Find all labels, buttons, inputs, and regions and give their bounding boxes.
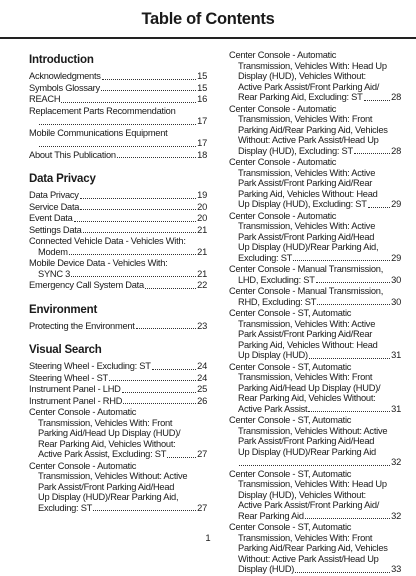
dot-leader <box>309 358 390 359</box>
toc-entry-line <box>229 92 401 103</box>
toc-entry-text: Park Assist/Front Parking Aid/Rear <box>238 178 373 188</box>
toc-entry-page: 24 <box>197 361 207 371</box>
toc-entry-line <box>229 490 401 501</box>
toc-entry-line <box>229 362 401 373</box>
dot-leader <box>80 198 196 199</box>
dot-leader <box>368 207 391 208</box>
toc-entry-page: 22 <box>197 280 207 290</box>
toc-entry-line <box>29 236 207 247</box>
toc-entry[interactable] <box>29 225 207 236</box>
toc-entry-page: 28 <box>391 92 401 102</box>
toc-entry-page: 18 <box>197 149 207 160</box>
toc-entry[interactable] <box>229 362 401 415</box>
toc-entry-line <box>229 500 401 511</box>
toc-entry-text: Replacement Parts Recommendation <box>29 105 176 116</box>
toc-entry-page: 20 <box>197 213 207 223</box>
toc-entry-line <box>29 321 207 332</box>
toc-entry[interactable] <box>29 280 207 291</box>
section-heading-visual-search: Visual Search <box>29 344 102 356</box>
dot-leader <box>69 254 196 255</box>
toc-entry-line <box>29 106 207 117</box>
toc-entry-text: Rear Parking Aid, Vehicles Without: <box>238 393 376 403</box>
toc-entry[interactable] <box>229 415 401 468</box>
toc-entry-text: LHD, Excluding: ST <box>238 274 315 285</box>
dot-leader <box>364 100 391 101</box>
toc-entry-line <box>229 264 401 275</box>
toc-entry-text: Transmission, Vehicles With: Front <box>238 114 373 124</box>
toc-entry-page: 21 <box>197 246 207 257</box>
toc-entry-page: 33 <box>391 564 401 574</box>
toc-entry-text: Transmission, Vehicles With: Active <box>238 221 376 231</box>
toc-entry-text: Excluding: ST <box>38 502 93 513</box>
toc-entry-line <box>29 116 207 127</box>
toc-entry-text: Transmission, Vehicles With: Head Up <box>238 479 387 489</box>
dot-leader <box>61 102 196 103</box>
toc-entry-page: 32 <box>391 510 401 521</box>
toc-entry-text: Active Park Assist, Excluding: ST <box>38 449 167 459</box>
toc-entry[interactable] <box>229 211 401 264</box>
toc-entry-text: Center Console - Automatic <box>229 50 337 60</box>
dot-leader <box>102 79 196 80</box>
dot-leader <box>308 411 390 412</box>
toc-entry-line <box>229 436 401 447</box>
toc-entry[interactable] <box>29 384 207 395</box>
toc-entry-line <box>29 396 207 407</box>
toc-entry-text: Event Data <box>29 213 73 223</box>
dot-leader <box>122 392 197 393</box>
toc-entry-page: 21 <box>197 224 207 235</box>
dot-leader <box>74 221 197 222</box>
dot-leader <box>167 457 196 458</box>
toc-entry[interactable] <box>229 264 401 285</box>
toc-entry-text: Instrument Panel - LHD <box>29 384 121 394</box>
toc-entry[interactable] <box>29 150 207 161</box>
toc-entry-text: Transmission, Vehicles Without: Active <box>38 471 188 481</box>
toc-entry-line <box>29 83 207 94</box>
toc-entry-line <box>229 275 401 286</box>
toc-entry[interactable] <box>29 190 207 201</box>
toc-entry-line <box>229 297 401 308</box>
toc-entry-page: 15 <box>197 71 207 81</box>
toc-entry-text: Center Console - Manual Transmission, <box>229 286 384 296</box>
toc-entry-line <box>229 104 401 115</box>
toc-entry-text: Acknowledgments <box>29 71 101 81</box>
toc-entry-line <box>29 94 207 105</box>
toc-entry-line <box>29 280 207 291</box>
toc-entry[interactable] <box>29 202 207 213</box>
toc-entry-line <box>29 190 207 201</box>
toc-entry-line <box>229 457 401 468</box>
toc-entry-line <box>229 383 401 394</box>
toc-entry-text: Center Console - ST, Automatic <box>229 522 352 532</box>
toc-entry-page: 32 <box>391 457 401 467</box>
toc-entry-text: Up Display (HUD), Excluding: ST <box>238 199 367 209</box>
section-heading-introduction: Introduction <box>29 54 94 66</box>
toc-entry-text: Parking Aid, Vehicles Without: Head <box>238 339 378 350</box>
toc-entry[interactable] <box>229 157 401 210</box>
toc-entry-line <box>229 242 401 253</box>
toc-entry-line <box>29 71 207 82</box>
toc-entry-text: Mobile Communications Equipment <box>29 127 168 138</box>
dot-leader <box>145 288 196 289</box>
toc-entry-line <box>229 168 401 179</box>
toc-entry-text: Center Console - ST, Automatic <box>229 308 352 318</box>
toc-entry-line <box>229 426 401 437</box>
toc-entry-line <box>29 407 207 418</box>
toc-entry-line <box>229 329 401 340</box>
toc-entry-page: 29 <box>391 252 401 263</box>
toc-entry-line <box>229 319 401 330</box>
toc-entry-page: 23 <box>197 320 207 331</box>
toc-entry-line <box>29 247 207 258</box>
toc-entry-page: 15 <box>197 82 207 93</box>
toc-entry[interactable] <box>29 71 207 82</box>
toc-entry-line <box>229 564 401 575</box>
toc-entry-line <box>29 461 207 472</box>
toc-entry-text: Service Data <box>29 201 80 212</box>
title-divider <box>0 37 416 39</box>
toc-entry-page: 27 <box>197 502 207 513</box>
dot-leader <box>239 465 390 466</box>
toc-entry-page: 20 <box>197 201 207 212</box>
toc-entry-text: REACH <box>29 94 61 104</box>
page-title: Table of Contents <box>141 10 275 28</box>
toc-entry-line <box>29 492 207 503</box>
dot-leader <box>317 304 390 305</box>
toc-entry-text: Transmission, Vehicles With: Front <box>238 372 373 382</box>
toc-entry-line <box>229 211 401 222</box>
toc-entry-text: Center Console - Automatic <box>29 407 137 417</box>
toc-entry-line <box>229 404 401 415</box>
dot-leader <box>101 90 196 91</box>
toc-entry-text: Center Console - Automatic <box>229 210 337 221</box>
toc-entry-line <box>229 232 401 243</box>
toc-entry[interactable] <box>229 308 401 361</box>
toc-entry-text: Transmission, Vehicles With: Head Up <box>238 60 387 71</box>
toc-entry-line <box>29 428 207 439</box>
toc-entry-page: 19 <box>197 190 207 200</box>
section-spacer <box>29 332 207 340</box>
toc-entry-page: 27 <box>197 449 207 459</box>
dot-leader <box>123 403 196 404</box>
toc-entry-line <box>229 393 401 404</box>
dot-leader <box>39 146 196 147</box>
toc-entry-page: 25 <box>197 384 207 394</box>
dot-leader <box>93 510 196 511</box>
toc-entry[interactable] <box>229 104 401 157</box>
toc-entry-line <box>29 373 207 384</box>
dot-leader <box>80 209 196 210</box>
toc-entry-line <box>29 449 207 460</box>
dot-leader <box>39 124 196 125</box>
toc-entry-page: 28 <box>391 145 401 156</box>
section-heading-environment: Environment <box>29 303 98 316</box>
toc-entry-page: 16 <box>197 94 207 104</box>
toc-entry-text: Rear Parking Aid, Vehicles Without: <box>38 438 176 449</box>
toc-entry[interactable] <box>29 83 207 94</box>
toc-entry-line <box>29 138 207 149</box>
toc-entry-line <box>229 543 401 554</box>
toc-right-column <box>229 50 401 576</box>
toc-entry-text: Up Display (HUD)/Rear Parking Aid, <box>38 492 179 502</box>
toc-entry-text: Steering Wheel - ST <box>29 372 108 383</box>
toc-entry-line <box>229 372 401 383</box>
toc-entry-text: Transmission, Vehicles Without: Active <box>238 425 388 436</box>
toc-entry-text: Settings Data <box>29 224 82 235</box>
toc-entry-page: 30 <box>391 296 401 307</box>
toc-entry-line <box>229 178 401 189</box>
toc-entry-line <box>229 82 401 93</box>
toc-entry-text: Mobile Device Data - Vehicles With: <box>29 258 168 268</box>
toc-entry-text: Park Assist/Front Parking Aid/Head <box>238 436 375 446</box>
toc-entry-text: Symbols Glossary <box>29 82 100 93</box>
toc-entry-line <box>229 286 401 297</box>
toc-entry[interactable] <box>29 373 207 384</box>
toc-entry[interactable] <box>29 128 207 149</box>
toc-entry-line <box>229 340 401 351</box>
toc-entry-text: Rear Parking Aid, Excluding: ST <box>238 92 363 102</box>
toc-entry-page: 24 <box>197 372 207 383</box>
toc-entry-line <box>229 125 401 136</box>
toc-entry-line <box>29 418 207 429</box>
toc-entry-text: Center Console - ST, Automatic <box>229 415 352 425</box>
dot-leader <box>316 282 391 283</box>
toc-entry-line <box>229 479 401 490</box>
toc-entry-page: 17 <box>197 138 207 148</box>
toc-entry-line <box>29 202 207 213</box>
toc-entry-text: Park Assist/Front Parking Aid/Head <box>238 231 375 242</box>
toc-entry-text: Protecting the Environment <box>29 320 135 331</box>
toc-entry-text: Transmission, Vehicles With: Active <box>238 167 376 178</box>
dot-leader <box>109 380 196 381</box>
toc-entry-line <box>229 199 401 210</box>
toc-entry-text: Up Display (HUD) <box>238 350 308 360</box>
toc-entry-text: Parking Aid, Vehicles Without: Head <box>238 188 378 199</box>
toc-entry-text: About This Publication <box>29 149 116 160</box>
dot-leader <box>152 369 196 370</box>
toc-entry-text: Active Park Assist/Front Parking Aid/ <box>238 500 380 510</box>
dot-leader <box>117 157 196 158</box>
toc-entry-line <box>229 253 401 264</box>
section-spacer <box>29 292 207 300</box>
toc-entry-text: Display (HUD) <box>238 564 295 574</box>
toc-entry[interactable] <box>229 286 401 307</box>
dot-leader <box>136 328 197 329</box>
toc-entry-line <box>229 61 401 72</box>
toc-entry-text: Parking Aid/Head Up Display (HUD)/ <box>238 382 381 393</box>
toc-entry-line <box>229 221 401 232</box>
toc-entry[interactable] <box>29 321 207 332</box>
toc-entry[interactable] <box>29 258 207 279</box>
toc-entry-line <box>229 415 401 426</box>
toc-entry-line <box>29 384 207 395</box>
toc-entry-line <box>29 439 207 450</box>
dot-leader <box>354 153 390 154</box>
toc-entry[interactable] <box>229 50 401 103</box>
section-heading-data-privacy: Data Privacy <box>29 173 96 185</box>
toc-entry-line <box>229 308 401 319</box>
toc-entry-line <box>229 135 401 146</box>
toc-entry-text: Center Console - Automatic <box>29 460 137 471</box>
toc-entry-line <box>229 146 401 157</box>
toc-entry-text: RHD, Excluding: ST <box>238 296 317 307</box>
toc-entry-text: Display (HUD), Vehicles Without: <box>238 489 366 500</box>
toc-entry-page: 17 <box>197 116 207 126</box>
toc-entry[interactable] <box>29 106 207 127</box>
toc-entry-line <box>229 114 401 125</box>
toc-entry-text: Without: Active Park Assist/Head Up <box>238 553 379 564</box>
toc-entry-line <box>29 269 207 280</box>
toc-entry-line <box>229 157 401 168</box>
toc-entry-text: Center Console - ST, Automatic <box>229 468 352 479</box>
toc-entry-page: 21 <box>197 268 207 279</box>
toc-entry-text: Center Console - Automatic <box>229 157 337 167</box>
toc-entry-text: Excluding: ST <box>238 252 293 263</box>
toc-entry-line <box>29 361 207 372</box>
toc-entry-text: Parking Aid/Rear Parking Aid, Vehicles <box>238 543 388 553</box>
toc-entry-text: Rear Parking Aid <box>238 510 304 521</box>
toc-entry-text: Center Console - ST, Automatic <box>229 361 352 372</box>
toc-entry[interactable] <box>29 361 207 372</box>
toc-entry-text: Active Park Assist/Front Parking Aid/ <box>238 81 380 92</box>
toc-entry-line <box>229 189 401 200</box>
toc-entry-text: Center Console - Manual Transmission, <box>229 264 384 274</box>
toc-entry-text: Center Console - Automatic <box>229 103 337 114</box>
toc-entry-line <box>29 225 207 236</box>
toc-entry-line <box>229 447 401 458</box>
toc-entry-page: 31 <box>391 350 401 360</box>
toc-entry-line <box>29 482 207 493</box>
toc-left-column <box>29 50 207 514</box>
toc-entry[interactable] <box>229 469 401 522</box>
toc-entry[interactable] <box>29 396 207 407</box>
toc-entry-text: Data Privacy <box>29 190 79 200</box>
toc-entry-line <box>229 511 401 522</box>
dot-leader <box>71 276 196 277</box>
toc-entry-page: 29 <box>391 199 401 209</box>
dot-leader <box>83 232 197 233</box>
section-spacer <box>29 161 207 169</box>
dot-leader <box>293 260 390 261</box>
page-number: 1 <box>205 533 211 544</box>
toc-entry-text: Connected Vehicle Data - Vehicles With: <box>29 236 186 246</box>
toc-entry-text: Park Assist/Front Parking Aid/Head <box>38 481 175 492</box>
toc-entry-text: Active Park Assist <box>238 403 308 414</box>
toc-entry-page: 31 <box>391 403 401 414</box>
dot-leader <box>295 572 390 573</box>
toc-entry-text: Modem <box>38 246 68 257</box>
toc-entry-line <box>229 50 401 61</box>
toc-entry-page: 26 <box>197 395 207 406</box>
toc-entry-text: Display (HUD), Excluding: ST <box>238 145 353 156</box>
toc-entry-line <box>29 471 207 482</box>
toc-entry-text: Without: Active Park Assist/Head Up <box>238 135 379 145</box>
toc-entry[interactable] <box>29 94 207 105</box>
toc-entry-page: 30 <box>391 274 401 285</box>
toc-entry[interactable] <box>29 236 207 257</box>
toc-entry-line <box>29 128 207 139</box>
toc-entry-line <box>229 554 401 565</box>
toc-entry-line <box>29 150 207 161</box>
toc-entry-line <box>229 71 401 82</box>
toc-entry-line <box>229 350 401 361</box>
toc-entry-line <box>29 503 207 514</box>
toc-entry[interactable] <box>29 407 207 460</box>
toc-entry-text: Up Display (HUD)/Rear Parking Aid, <box>238 242 379 252</box>
toc-entry-line <box>229 469 401 480</box>
toc-entry-text: Up Display (HUD)/Rear Parking Aid <box>238 446 376 457</box>
toc-entry-line <box>229 522 401 533</box>
toc-entry-text: Emergency Call System Data <box>29 280 144 290</box>
toc-entry-text: Steering Wheel - Excluding: ST <box>29 361 151 371</box>
toc-entry-text: Transmission, Vehicles With: Active <box>238 318 376 329</box>
toc-entry-text: Transmission, Vehicles With: Front <box>38 417 173 428</box>
toc-entry[interactable] <box>229 522 401 575</box>
toc-entry-text: Parking Aid/Head Up Display (HUD)/ <box>38 428 181 438</box>
toc-entry-text: Transmission, Vehicles With: Front <box>238 532 373 543</box>
toc-entry-text: Park Assist/Front Parking Aid/Rear <box>238 329 373 339</box>
toc-entry-text: SYNC 3 <box>38 268 71 279</box>
dot-leader <box>305 518 390 519</box>
toc-entry-text: Instrument Panel - RHD <box>29 395 123 406</box>
toc-entry-line <box>29 258 207 269</box>
toc-entry-text: Parking Aid/Rear Parking Aid, Vehicles <box>238 124 388 135</box>
toc-entry[interactable] <box>29 461 207 514</box>
toc-entry-line <box>29 213 207 224</box>
toc-entry-text: Display (HUD), Vehicles Without: <box>238 71 366 81</box>
toc-entry[interactable] <box>29 213 207 224</box>
